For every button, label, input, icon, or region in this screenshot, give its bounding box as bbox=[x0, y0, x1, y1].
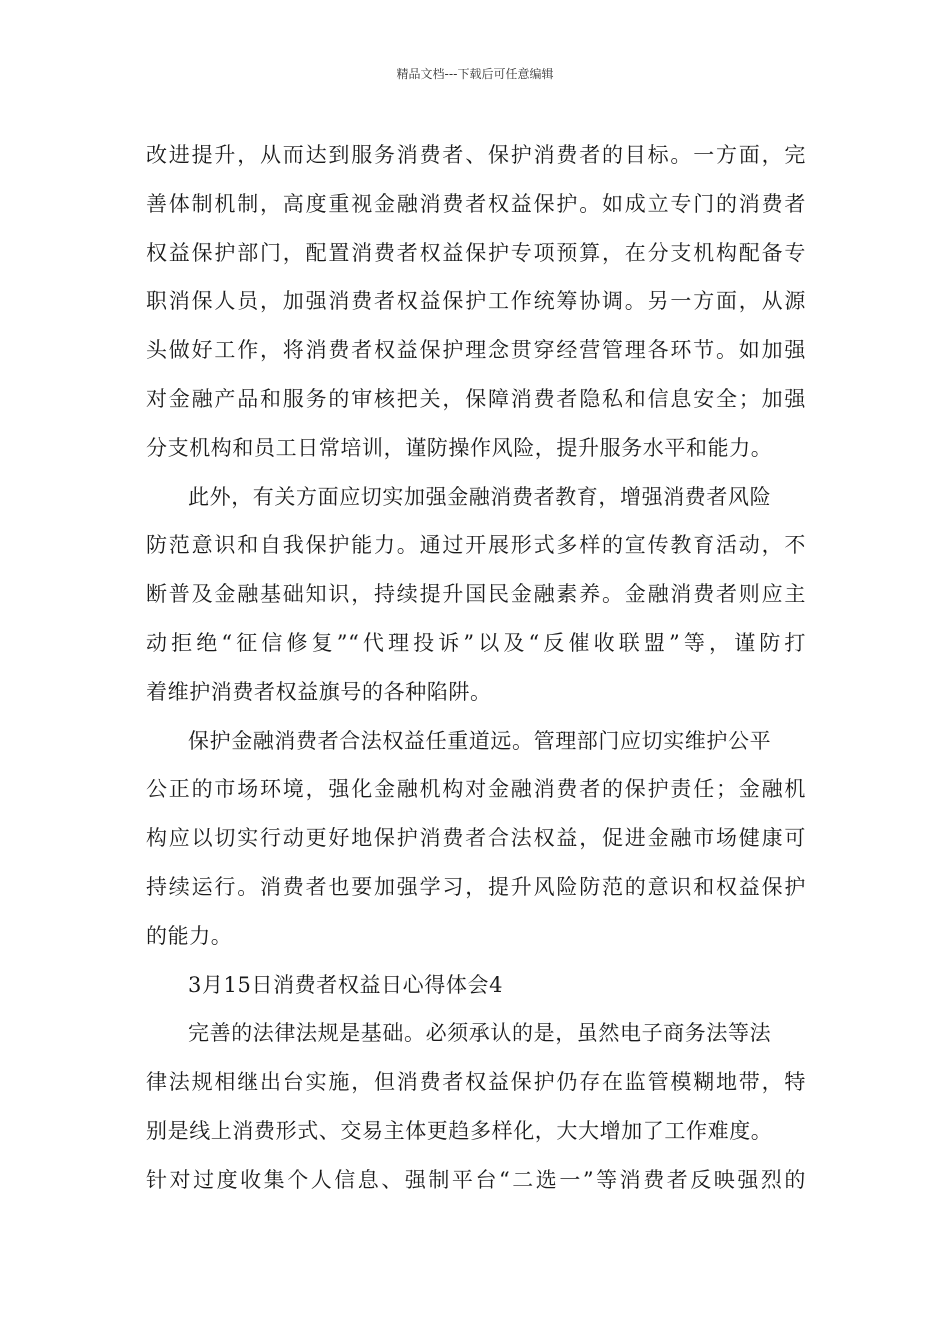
paragraph-line: 的能力。 bbox=[146, 923, 233, 948]
document-body bbox=[146, 131, 806, 1205]
section-heading: 3月15日消费者权益日心得体会4 bbox=[188, 972, 504, 997]
paragraph-line: 职消保人员，加强消费者权益保护工作统筹协调。另一方面，从源 bbox=[146, 289, 806, 314]
paragraph-line: 防范意识和自我保护能力。通过开展形式多样的宣传教育活动，不 bbox=[146, 533, 806, 558]
paragraph-line: 着维护消费者权益旗号的各种陷阱。 bbox=[146, 679, 492, 704]
paragraph-line: 针对过度收集个人信息、强制平台“二选一”等消费者反映强烈的 bbox=[146, 1167, 806, 1192]
paragraph-line: 完善的法律法规是基础。必须承认的是，虽然电子商务法等法 bbox=[188, 1021, 772, 1046]
paragraph-line: 此外，有关方面应切实加强金融消费者教育，增强消费者风险 bbox=[188, 484, 772, 509]
paragraph-line: 保护金融消费者合法权益任重道远。管理部门应切实维护公平 bbox=[188, 728, 772, 753]
paragraph-line: 构应以切实行动更好地保护消费者合法权益，促进金融市场健康可 bbox=[146, 826, 806, 851]
paragraph-line: 公正的市场环境，强化金融机构对金融消费者的保护责任；金融机 bbox=[146, 777, 806, 802]
paragraph-line: 头做好工作，将消费者权益保护理念贯穿经营管理各环节。如加强 bbox=[146, 338, 806, 363]
paragraph-line: 改进提升，从而达到服务消费者、保护消费者的目标。一方面，完 bbox=[146, 143, 806, 167]
paragraph-line: 持续运行。消费者也要加强学习，提升风险防范的意识和权益保护 bbox=[146, 874, 806, 899]
paragraph-line: 律法规相继出台实施，但消费者权益保护仍存在监管模糊地带，特 bbox=[146, 1070, 806, 1095]
page-header: 精品文档---下载后可任意编辑 bbox=[396, 67, 554, 81]
paragraph-line: 别是线上消费形式、交易主体更趋多样化，大大增加了工作难度。 bbox=[146, 1118, 773, 1143]
paragraph-line: 断普及金融基础知识，持续提升国民金融素养。金融消费者则应主 bbox=[146, 582, 806, 607]
paragraph-line: 权益保护部门，配置消费者权益保护专项预算，在分支机构配备专 bbox=[146, 240, 806, 265]
paragraph-line: 善体制机制，高度重视金融消费者权益保护。如成立专门的消费者 bbox=[146, 191, 806, 216]
paragraph-line: 对金融产品和服务的审核把关，保障消费者隐私和信息安全；加强 bbox=[146, 386, 806, 411]
paragraph-line: 分支机构和员工日常培训，谨防操作风险，提升服务水平和能力。 bbox=[146, 435, 773, 460]
paragraph-line: 动拒绝“征信修复”“代理投诉”以及“反催收联盟”等，谨防打 bbox=[146, 630, 806, 655]
